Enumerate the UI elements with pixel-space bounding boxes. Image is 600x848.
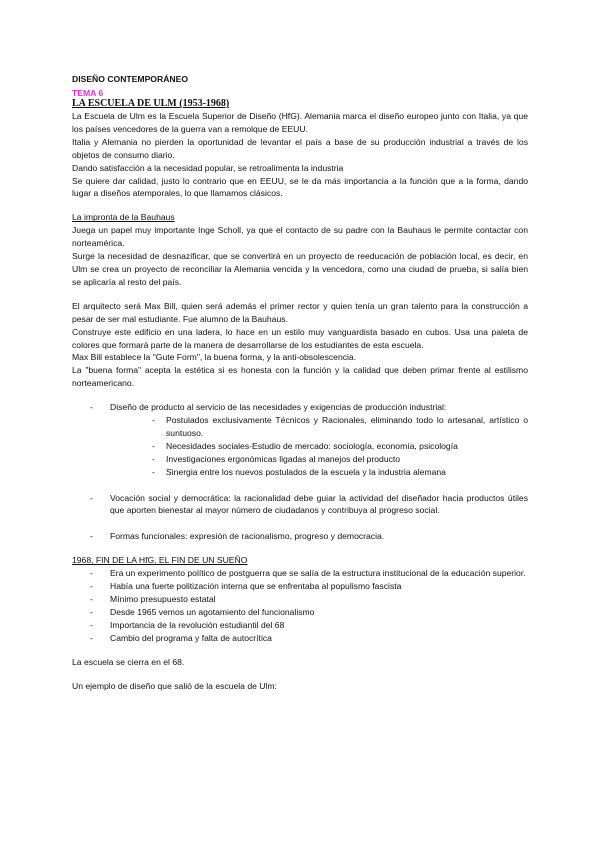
paragraph: Dando satisfacción a la necesidad popular, se retroalimenta la industria [72, 162, 344, 173]
bullet-dash: - [90, 531, 93, 542]
list-item-text: Vocación social y democrática: la racionalidad debe guiar la actividad del diseñador hacia productos útiles que aporten bienestar al mayor número de ciudadanos y contribuya al progreso social. [110, 492, 528, 516]
sub-list-item-text: Necesidades sociales-Estudio de mercado: sociología, economía, psicología [166, 440, 458, 451]
list-item [90, 632, 528, 645]
topic-label: TEMA 6 [72, 88, 104, 98]
paragraph: Juega un papel muy importante Inge Scholl, ya que el contacto de su padre con la Bauhaus le permite contactar con norteamérica. [72, 225, 528, 249]
list-item [90, 530, 528, 543]
list-item-text: Mínimo presupuesto estatal [110, 594, 216, 604]
sub-list-item [152, 466, 528, 479]
list-item-text: Era un experimento político de postguerra que se salía de la estructura institucional de la educación superior. [110, 568, 526, 579]
list-item-text: Cambio del programa y falta de autocrítica [110, 632, 272, 643]
sub-list-item [152, 440, 528, 453]
bullet-dash: - [90, 619, 93, 630]
bullet-dash: - [152, 415, 155, 426]
list-item [90, 401, 528, 478]
bullet-dash: - [152, 466, 155, 477]
principles-list [90, 401, 528, 543]
sub-list-item-text: Investigaciones ergonómicas ligadas al manejos del producto [166, 453, 401, 464]
closing-sentence: La escuela se cierra en el 68. [72, 656, 185, 667]
bullet-dash: - [90, 568, 93, 579]
bullet-dash: - [152, 453, 155, 464]
list-item-text: Desde 1965 vemos un agotamiento del funcionalismo [110, 606, 315, 617]
paragraph: Se quiere dar calidad, justo lo contrario que en EEUU, se le da más importancia a la función que a la forma, dando lugar a diseños atemporales, lo que llamamos clásicos. [72, 175, 528, 199]
bullet-dash: - [90, 581, 93, 592]
list-item-text: Importancia de la revolución estudiantil del 68 [110, 619, 285, 630]
list-item [90, 580, 528, 593]
document-page [72, 74, 528, 692]
sub-list-item [152, 453, 528, 466]
paragraph: El arquitecto será Max Bill, quien será además el primer rector y quien tenía un gran talento para la construcción a pesar de ser mal estudiante. Fue alumno de la Bauhaus. [72, 300, 528, 324]
section-heading-ulm: LA ESCUELA DE ULM (1953-1968) [72, 98, 230, 109]
list-item [90, 619, 528, 632]
bullet-dash: - [90, 492, 93, 503]
list-item-text: Diseño de producto al servicio de las necesidades y exigencias de producción industrial: [110, 402, 447, 413]
paragraph: La "buena forma" acepta la estética si es honesta con la función y la calidad que deben primar frente al estilismo norteamericano. [72, 365, 528, 389]
list-item [90, 492, 528, 518]
bullet-dash: - [90, 606, 93, 617]
list-item [90, 567, 528, 580]
bullet-dash: - [152, 440, 155, 451]
sub-list-item-text: Sinergia entre los nuevos postulados de la escuela y la industria alemana [166, 466, 446, 477]
paragraph: Italia y Alemania no pierden la oportunidad de levantar el país a base de su producción industrial a través de los objetos de consumo diario. [72, 136, 528, 160]
paragraph: Max Bill establece la "Gute Form", la buena forma, y la anti-obsolescencia. [72, 352, 357, 363]
list-item [90, 606, 528, 619]
section-heading-bauhaus: La impronta de la Bauhaus [72, 212, 175, 223]
bullet-dash: - [90, 594, 93, 604]
example-intro: Un ejemplo de diseño que salió de la escuela de Ulm: [72, 680, 277, 691]
sub-list-item [152, 414, 528, 440]
bullet-dash: - [90, 402, 93, 413]
bullet-dash: - [90, 632, 93, 643]
document-title: DISEÑO CONTEMPORÁNEO [72, 74, 189, 84]
paragraph: La Escuela de Ulm es la Escuela Superior de Diseño (HfG). Alemania marca el diseño europeo junto con Italia, ya que los países vencedores de la guerra van a remolque de EEUU. [72, 111, 528, 134]
paragraph: Surge la necesidad de desnazificar, que se convertirá en un proyecto de reeducación de población local, es decir, en Ulm se crea un proyecto de reconciliar la Alemania vencida y la vencedora, como una ciudad de prueba, si salía bien se aplicaría al resto del país. [72, 251, 528, 287]
list-item [90, 593, 528, 606]
section-heading-end-hfg: 1968, FIN DE LA HfG, EL FIN DE UN SUEÑO [72, 555, 248, 566]
sub-list [110, 414, 528, 479]
list-item-text: Había una fuerte politización interna que se enfrentaba al populismo fascista [110, 581, 402, 592]
sub-list-item-text: Postulados exclusivamente Técnicos y Racionales, eliminando todo lo artesanal, artístico o suntuoso. [166, 415, 528, 438]
list-item-text: Formas funcionales: expresión de racionalismo, progreso y democracia. [110, 531, 385, 542]
paragraph: Construye este edificio en una ladera, lo hace en un estilo muy vanguardista basado en cubos. Usa una paleta de colores que formará parte de la manera de desarrollarse de los estudiantes de esta escuela. [72, 326, 528, 350]
end-reasons-list [90, 567, 528, 644]
